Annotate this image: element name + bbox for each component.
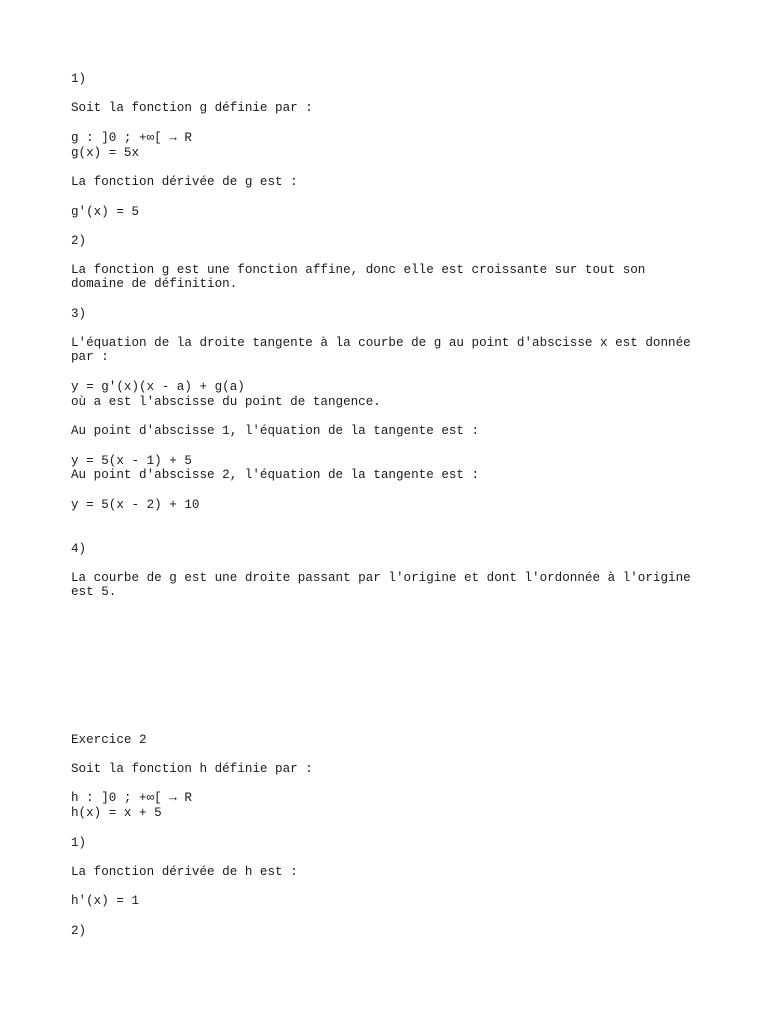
formula-line: y = g'(x)(x - a) + g(a) [71, 380, 245, 394]
formula-line: g'(x) = 5 [71, 205, 140, 219]
formula-line: h(x) = x + 5 [71, 806, 162, 820]
text-line: est 5. [71, 585, 117, 599]
text-line: La courbe de g est une droite passant par l'origine et dont l'ordonnée à l'origine [71, 571, 691, 585]
text-line: La fonction dérivée de h est : [71, 865, 298, 879]
section-2-heading: 2) [71, 234, 87, 248]
section-2-heading: 2) [71, 924, 87, 938]
formula-line: g(x) = 5x [71, 146, 140, 160]
text-line: Au point d'abscisse 1, l'équation de la tangente est : [71, 424, 480, 438]
formula-line: y = 5(x - 1) + 5 [71, 454, 192, 468]
text-line: Au point d'abscisse 2, l'équation de la tangente est : [71, 468, 480, 482]
formula-line: h : ]0 ; +∞[ → R [71, 791, 192, 805]
section-3-heading: 3) [71, 307, 87, 321]
formula-line: y = 5(x - 2) + 10 [71, 498, 200, 512]
text-line: La fonction g est une fonction affine, donc elle est croissante sur tout son [71, 263, 646, 277]
section-4-heading: 4) [71, 542, 87, 556]
exercise-2-heading: Exercice 2 [71, 733, 147, 747]
text-line: où a est l'abscisse du point de tangence. [71, 395, 381, 409]
text-line: L'équation de la droite tangente à la courbe de g au point d'abscisse x est donnée [71, 336, 691, 350]
text-line: Soit la fonction h définie par : [71, 762, 313, 776]
section-1-heading: 1) [71, 72, 87, 86]
formula-line: g : ]0 ; +∞[ → R [71, 131, 192, 145]
formula-line: h'(x) = 1 [71, 894, 140, 908]
text-line: La fonction dérivée de g est : [71, 175, 298, 189]
text-line: Soit la fonction g définie par : [71, 101, 313, 115]
text-line: domaine de définition. [71, 277, 238, 291]
text-line: par : [71, 350, 109, 364]
section-1-heading: 1) [71, 836, 87, 850]
